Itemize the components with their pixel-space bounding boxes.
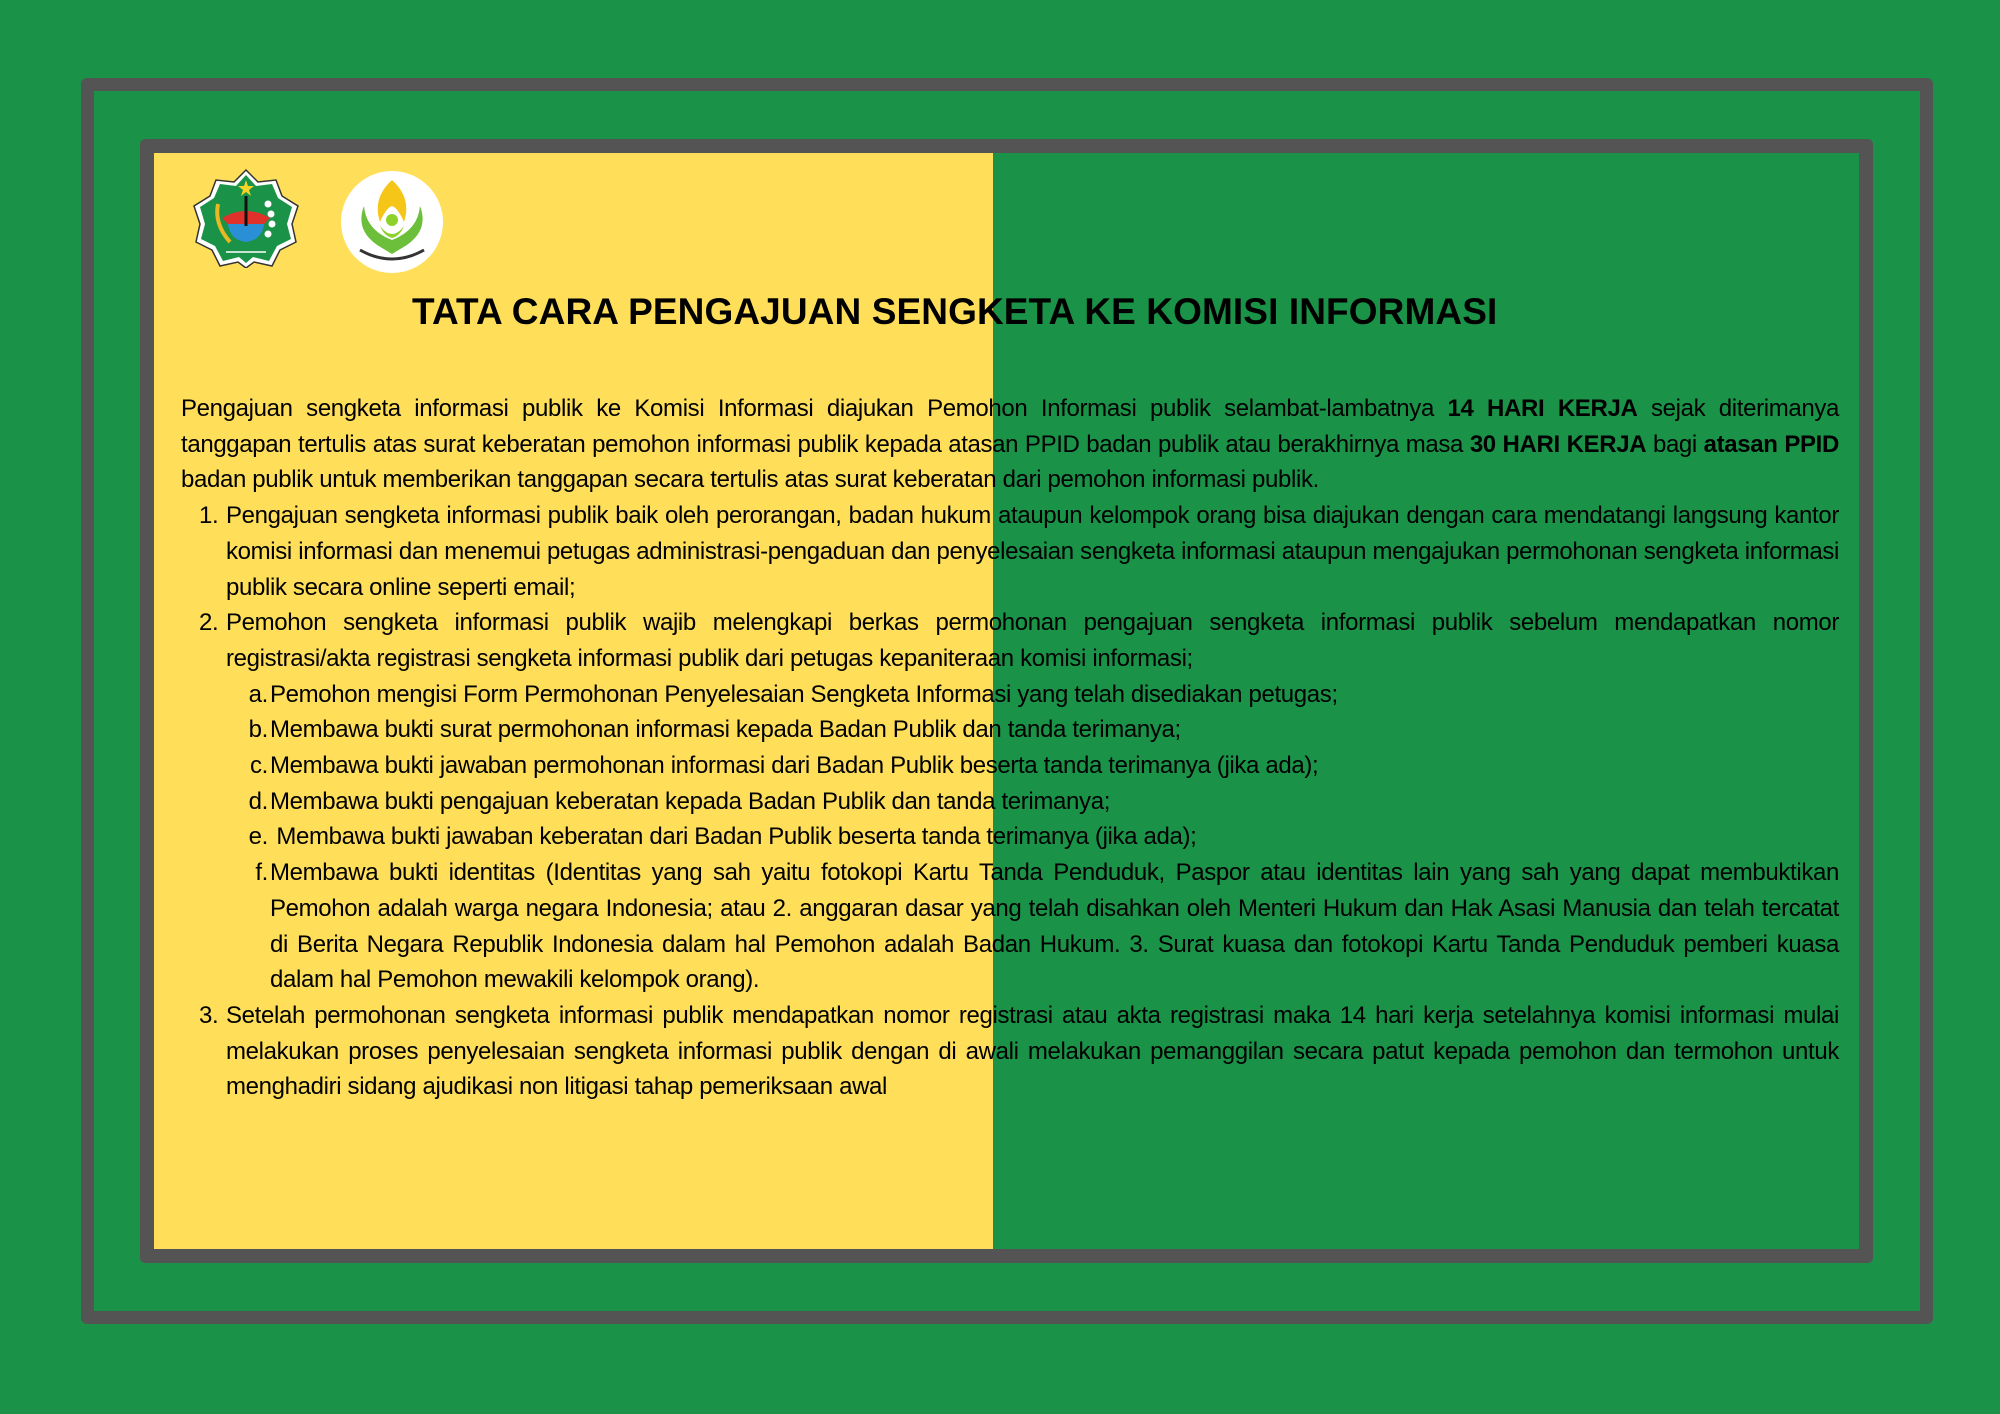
substep-letter: e. (248, 823, 268, 851)
substep-item (181, 677, 1839, 713)
step-text: Pengajuan sengketa informasi publik baik oleh perorangan, badan hukum ataupun kelompok orang bisa diajukan dengan cara mendatangi langsung kantor komisi informasi dan menemui petugas administrasi-pengaduan dan penyelesaian sengketa informasi ataupun mengajukan permohonan sengketa informasi publik secara online seperti email; (226, 502, 1839, 601)
step-number: 1. (199, 502, 219, 530)
poster-panel (140, 139, 1873, 1263)
substep-letter: a. (248, 680, 268, 708)
substep-text: Membawa bukti identitas (Identitas yang sah yaitu fotokopi Kartu Tanda Penduduk, Paspor atau identitas lain yang sah yang dapat membuktikan Pemohon adalah warga negara Indonesia; atau 2. anggaran dasar yang telah disahkan oleh Menteri Hukum dan Hak Asasi Manusia dan telah tercatat di Berita Negara Republik Indonesia dalam hal Pemohon adalah Badan Hukum. 3. Surat kuasa dan fotokopi Kartu Tanda Penduduk pemberi kuasa dalam hal Pemohon mewakili kelompok orang). (270, 859, 1839, 994)
substep-item (181, 712, 1839, 748)
substep-text: Membawa bukti jawaban permohonan informasi dari Badan Publik beserta tanda terimanya (jika ada); (270, 752, 1319, 780)
substep-letter: f. (255, 859, 268, 887)
substep-item (181, 819, 1839, 855)
step-number: 3. (199, 1001, 219, 1029)
substep-item (181, 748, 1839, 784)
step-item (181, 998, 1839, 1105)
intro-text: badan publik untuk memberikan tanggapan secara tertulis atas surat keberatan dari pemohon informasi publik. (181, 466, 1319, 494)
intro-bold-deadline-14: 14 HARI KERJA (1447, 395, 1638, 422)
intro-text: Pengajuan sengketa informasi publik ke Komisi Informasi diajukan Pemohon Informasi publik selambat-lambatnya (181, 395, 1448, 422)
substep-item (181, 855, 1839, 998)
step-item (181, 498, 1839, 605)
intro-bold-deadline-30: 30 HARI KERJA (1469, 430, 1647, 458)
page-title: TATA CARA PENGAJUAN SENGKETA KE KOMISI INFORMASI (412, 291, 1498, 332)
substep-text: Pemohon mengisi Form Permohonan Penyelesaian Sengketa Informasi yang telah disediakan petugas; (270, 680, 1338, 708)
step-number: 2. (199, 609, 219, 637)
substep-text: Membawa bukti surat permohonan informasi kepada Badan Publik dan tanda terimanya; (270, 716, 1181, 744)
intro-paragraph (181, 391, 1839, 498)
intro-text: sejak diterimanya tanggapan tertulis atas surat keberatan pemohon informasi publik kepada atasan PPID badan publik atau berakhirnya masa (181, 395, 1839, 458)
intro-bold-atasan-ppid: atasan PPID (1703, 430, 1839, 458)
substep-text: Membawa bukti pengajuan keberatan kepada Badan Publik dan tanda terimanya; (270, 787, 1111, 815)
intro-text: bagi (1646, 430, 1704, 458)
substep-letter: d. (248, 787, 268, 815)
substep-text: Membawa bukti jawaban keberatan dari Badan Publik beserta tanda terimanya (jika ada); (270, 823, 1197, 851)
pademawu-timur-logo (340, 170, 444, 274)
substep-letter: c. (250, 752, 268, 780)
step-text: Setelah permohonan sengketa informasi publik mendapatkan nomor registrasi atau akta registrasi maka 14 hari kerja setelahnya komisi informasi mulai melakukan proses penyelesaian sengketa informasi publik dengan di awali melakukan pemanggilan secara patut kepada pemohon dan termohon untuk menghadiri sidang ajudikasi non litigasi tahap pemeriksaan awal (226, 1001, 1839, 1101)
step-item (181, 605, 1839, 676)
substep-letter: b. (248, 716, 268, 744)
step-text: Pemohon sengketa informasi publik wajib melengkapi berkas permohonan pengajuan sengketa informasi publik sebelum mendapatkan nomor registrasi/akta registrasi sengketa informasi publik dari petugas kepaniteraan komisi informasi; (226, 609, 1839, 672)
probolinggo-crest-logo (192, 168, 300, 268)
substep-item (181, 784, 1839, 820)
content-body (181, 391, 1839, 1105)
